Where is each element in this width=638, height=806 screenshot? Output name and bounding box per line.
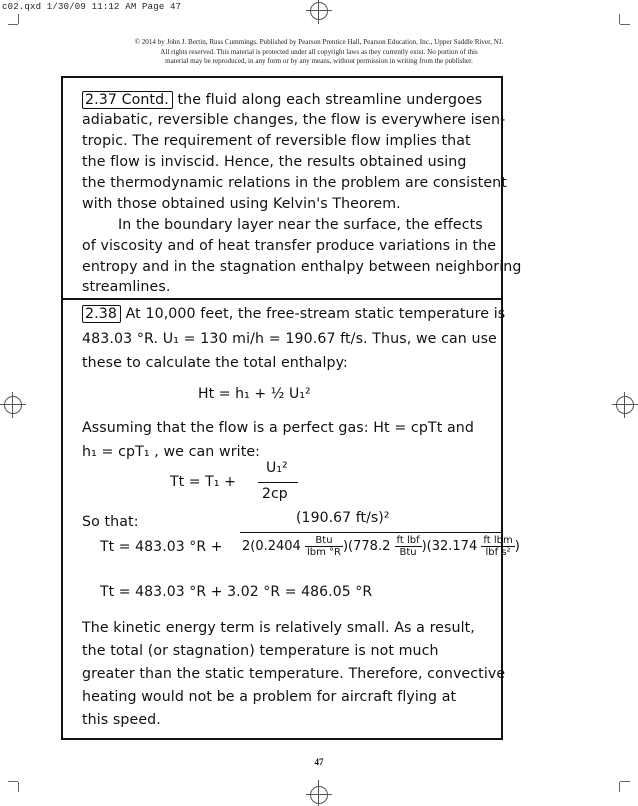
copyright-line: All rights reserved. This material is protected under all copyright laws as they currently exist. No portion of this	[160, 47, 478, 56]
total-enthalpy-equation: Ht = h₁ + ½ U₁²	[198, 386, 311, 402]
unit-fraction	[395, 535, 422, 558]
text-line: these to calculate the total enthalpy:	[82, 355, 348, 371]
problem-2-38-first-line	[82, 306, 505, 322]
denominator-part: 2(0.2404	[242, 539, 301, 554]
stagnation-temperature-equation-lhs: Tt = 483.03 °R +	[100, 539, 223, 555]
registration-mark-right	[612, 392, 638, 418]
text-line: entropy and in the stagnation enthalpy between neighboring	[82, 259, 522, 275]
text-line: tropic. The requirement of reversible flow implies that	[82, 133, 471, 149]
copyright-line: © 2014 by John J. Bertin, Russ Cummings. Published by Pearson Prentice Hall, Pearson Education, Inc., Upper Saddle River, NJ.	[134, 38, 504, 46]
text-line: the fluid along each streamline undergoes	[172, 92, 483, 108]
text-line: The kinetic energy term is relatively small. As a result,	[82, 620, 475, 636]
result-equation: Tt = 483.03 °R + 3.02 °R = 486.05 °R	[100, 584, 373, 600]
text-line: the total (or stagnation) temperature is not much	[82, 643, 439, 659]
unit-denominator: lbf s²	[485, 547, 511, 558]
trim-mark	[18, 782, 19, 792]
trim-mark	[620, 781, 630, 782]
trim-mark	[619, 782, 620, 792]
denominator-part: )(32.174	[421, 539, 478, 554]
unit-numerator: ft lbm	[483, 535, 513, 546]
text-line: of viscosity and of heat transfer produce variations in the	[82, 238, 497, 254]
trim-mark	[8, 24, 18, 25]
registration-mark-top	[306, 0, 332, 26]
copyright-line: material may be reproduced, in any form or by any means, without permission in writing from the publisher.	[165, 57, 473, 66]
text-line: with those obtained using Kelvin's Theorem.	[82, 196, 401, 212]
print-slug: c02.qxd 1/30/09 11:12 AM Page 47	[2, 2, 182, 12]
fraction-denominator: 2cp	[262, 486, 288, 502]
text-line: At 10,000 feet, the free-stream static temperature is	[121, 306, 506, 322]
unit-denominator: lbm °R	[306, 547, 341, 558]
registration-mark-left	[0, 392, 26, 418]
trim-mark	[620, 24, 630, 25]
text-line: greater than the static temperature. Therefore, convective	[82, 666, 506, 682]
text-line: the thermodynamic relations in the problem are consistent	[82, 175, 507, 191]
text-line: Assuming that the flow is a perfect gas: Ht = cpTt and	[82, 420, 474, 436]
text-line: In the boundary layer near the surface, the effects	[118, 217, 483, 233]
text-line: this speed.	[82, 712, 161, 728]
unit-fraction	[305, 535, 343, 558]
text-line: So that:	[82, 514, 139, 530]
registration-mark-bottom	[306, 780, 332, 806]
text-line: the flow is inviscid. Hence, the results obtained using	[82, 154, 467, 170]
fraction-bar	[258, 482, 298, 483]
page-number: 47	[314, 757, 324, 767]
problem-2-37-first-line	[82, 92, 482, 108]
section-divider	[61, 298, 501, 300]
unit-denominator: Btu	[399, 547, 417, 558]
unit-fraction	[481, 535, 514, 558]
total-temperature-equation-lhs: Tt = T₁ +	[170, 474, 236, 490]
problem-tag-2-38: 2.38	[82, 305, 121, 323]
text-line: 483.03 °R. U₁ = 130 mi/h = 190.67 ft/s. Thus, we can use	[82, 331, 497, 347]
trim-mark	[8, 781, 18, 782]
text-line: h₁ = cpT₁ , we can write:	[82, 444, 261, 460]
problem-tag-2-37: 2.37 Contd.	[82, 91, 173, 109]
unit-numerator: Btu	[305, 535, 343, 547]
text-line: streamlines.	[82, 279, 171, 295]
unit-numerator: ft lbf	[396, 535, 420, 546]
trim-mark	[619, 14, 620, 24]
text-line: heating would not be a problem for aircraft flying at	[82, 689, 457, 705]
fraction-denominator	[242, 535, 520, 558]
text-line: adiabatic, reversible changes, the flow is everywhere isen-	[82, 112, 506, 128]
trim-mark	[18, 14, 19, 24]
fraction-numerator: U₁²	[266, 460, 288, 476]
fraction-numerator: (190.67 ft/s)²	[296, 510, 390, 526]
fraction-bar	[240, 532, 502, 533]
denominator-part: )(778.2	[342, 539, 391, 554]
copyright-notice	[100, 38, 538, 67]
denominator-part: )	[514, 539, 520, 554]
